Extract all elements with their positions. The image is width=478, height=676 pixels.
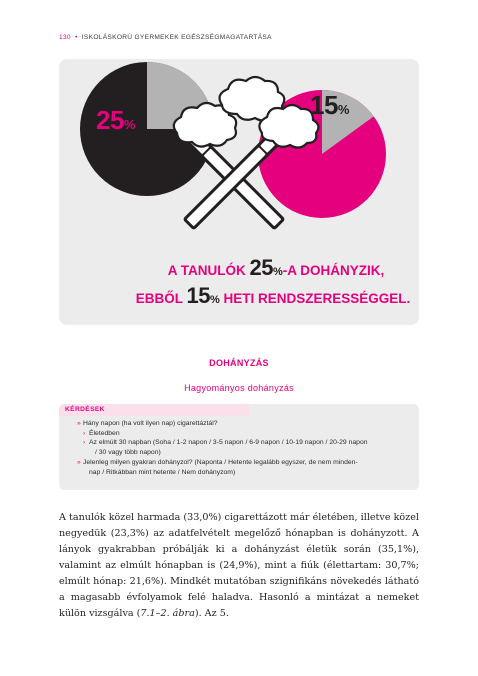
question-text-continued: nap / Ritkábban mint hetente / Nem dohányzom) [89, 468, 236, 476]
headline-line-2 [93, 283, 453, 309]
question-item [77, 419, 417, 429]
section-subtitle: Hagyományos dohányzás [184, 383, 294, 393]
header-title: ISKOLÁSKORÚ GYERMEKEK EGÉSZSÉGMAGATARTÁSA [81, 34, 272, 41]
body-paragraph [59, 510, 419, 622]
section-title: DOHÁNYZÁS [209, 358, 269, 368]
questions-label: KÉRDÉSEK [65, 406, 105, 413]
page-number: 130 [59, 34, 71, 41]
headline-1-post: -A DOHÁNYZIK, [282, 263, 385, 278]
right-pie-number: 15 [310, 90, 338, 120]
question-text: Jelenleg milyen gyakran dohányzol? (Naponta / Hetente legalább egyszer, de nem minden- [83, 458, 358, 466]
body-text-tail: ). Az 5. [194, 608, 229, 619]
headline-2-percent: % [209, 294, 220, 306]
questions-label-bar [59, 404, 249, 416]
question-text-continued: / 30 vagy több napon) [95, 449, 161, 457]
headline-line-1 [96, 255, 456, 281]
figure-reference: 7.1–2. ábra [140, 608, 195, 619]
question-marker: » [77, 458, 81, 466]
question-subitem [77, 438, 417, 457]
headline-1-pre: A TANULÓK [167, 263, 250, 278]
left-pie-percent-sign: % [123, 117, 135, 132]
left-pie-number: 25 [96, 105, 124, 135]
question-subitem [77, 429, 417, 439]
question-text: Az elmúlt 30 napban (Soha / 1-2 napon / 3-5 napon / 6-9 napon / 10-19 napon / 20-29 napon [89, 439, 368, 447]
header-bullet: • [75, 34, 78, 41]
question-item [77, 458, 417, 477]
question-marker: › [83, 429, 86, 437]
headline-1-percent: % [272, 266, 283, 278]
headline-2-number: 15 [186, 283, 210, 308]
question-marker: › [83, 439, 86, 447]
left-pie-label [96, 105, 135, 136]
right-pie-label [310, 90, 349, 121]
right-pie-percent-sign: % [337, 102, 349, 117]
questions-list [77, 419, 417, 477]
headline-2-pre: EBBŐL [135, 291, 187, 306]
headline-2-post: HETI RENDSZERESSÉGGEL. [219, 291, 411, 306]
infographic-box [59, 59, 419, 325]
running-header [59, 34, 272, 41]
body-text-main: A tanulók közel harmada (33,0%) cigarettázott már életében, illetve közel negyedük (23,3%) az adatfelvételt megelőző hónapban is dohányzott. A lányok gyakrabban próbálják ki a dohányzást életük során (35,1%), valamint az elmúlt hónapban is (24,9%), mint a fiúk (élettartam: 30,7%; elmúlt hónap: 21,6%). Mindkét mutatóban szignifikáns növekedés látható a magasabb évfolyamok felé haladva. Hasonló a mintázat a nemeket külön vizsgálva ( [59, 512, 419, 619]
question-text: Hány napon (ha volt ilyen nap) cigarettáztál? [83, 420, 218, 427]
headline-1-number: 25 [249, 255, 273, 280]
question-marker: » [77, 420, 81, 427]
question-text: Életedben [89, 429, 120, 437]
